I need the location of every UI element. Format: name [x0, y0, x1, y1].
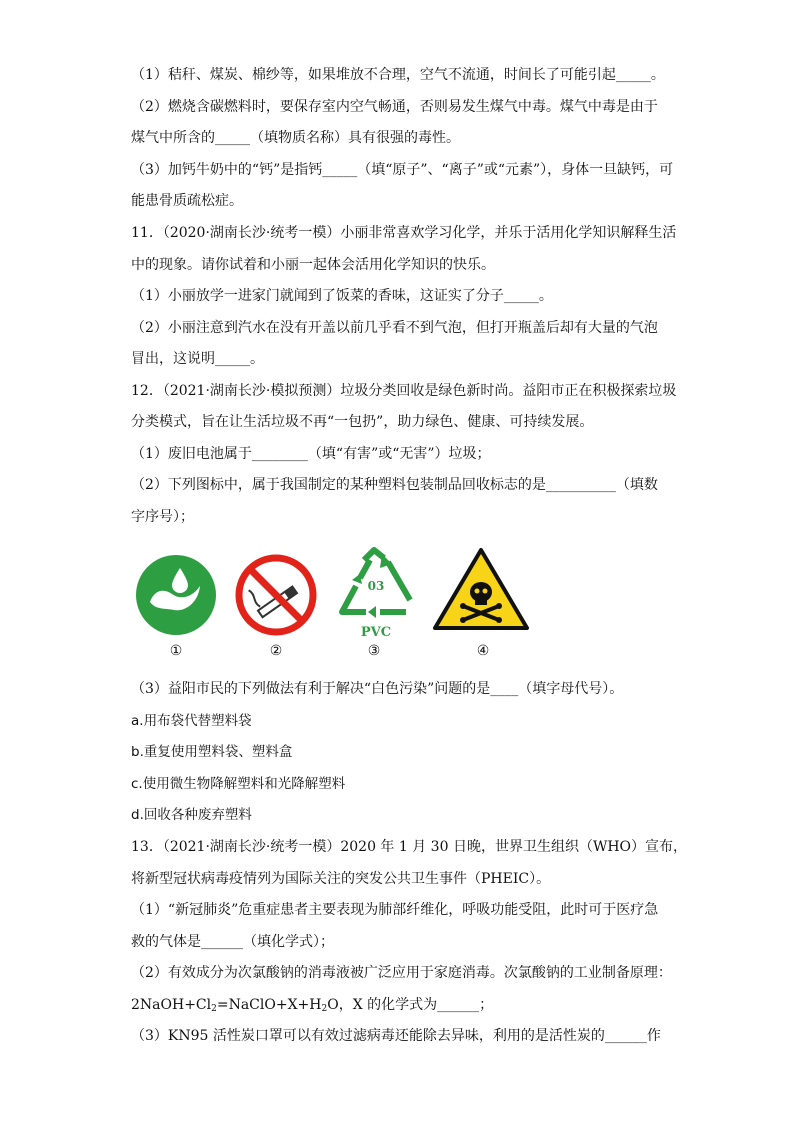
equation-subscript: 2 [321, 1004, 328, 1014]
text-line: （1）“新冠肺炎”危重症患者主要表现为肺部纤维化，呼吸功能受阻，此时可于医疗急 [131, 902, 659, 918]
question-12-title: 12．（2021·湖南长沙·模拟预测）垃圾分类回收是绿色新时尚。益阳市正在积极探索垃圾 [131, 383, 677, 399]
recycle-material: PVC [360, 625, 392, 640]
text-line: 能患骨质疏松症。 [131, 193, 243, 209]
icon-number: ① [169, 643, 183, 659]
question-13-title: 13．（2021·湖南长沙·统考一模）2020 年 1 月 30 日晚，世界卫生组织（WHO）宣布， [131, 839, 688, 855]
text-line: （1）小丽放学一进家门就闻到了饭菜的香味，这证实了分子_____。 [131, 288, 553, 304]
text-line: 字序号）； [131, 509, 194, 525]
icon-number: ③ [367, 643, 381, 659]
equation-subscript: 2 [211, 1004, 217, 1014]
option-b: b.重复使用塑料袋、塑料盒 [131, 744, 293, 760]
text-line: 将新型冠状病毒疫情列为国际关注的突发公共卫生事件（PHEIC）。 [131, 871, 551, 887]
text-line: （2）有效成分为次氯酸钠的消毒液被广泛应用于家庭消毒。次氯酸钠的工业制备原理： [131, 965, 672, 981]
icon-number: ② [269, 643, 283, 659]
icon-item [433, 540, 533, 670]
option-d: d.回收各种废弃塑料 [131, 807, 252, 823]
text-line: （2）小丽注意到汽水在没有开盖以前几乎看不到气泡，但打开瓶盖后却有大量的气泡 [131, 320, 658, 336]
text-line: （1）秸秆、煤炭、棉纱等，如果堆放不合理，空气不流通，时间长了可能引起_____。 [131, 67, 665, 83]
icon-item [128, 540, 228, 670]
text-line: 中的现象。请你试着和小丽一起体会活用化学知识的快乐。 [131, 257, 495, 273]
no-smoking-icon [228, 540, 328, 640]
equation-part: =NaClO+X+H [216, 997, 322, 1013]
option-a: a.用布袋代替塑料袋 [131, 713, 252, 729]
toxic-warning-icon [433, 540, 533, 640]
option-c: c.使用微生物降解塑料和光降解塑料 [131, 776, 346, 792]
recycle-code: 03 [367, 579, 385, 593]
text-line: （1）废旧电池属于________（填“有害”或“无害”）垃圾； [131, 446, 491, 462]
text-line: （3）益阳市民的下列做法有利于解决“白色污染”问题的是____（填字母代号）。 [131, 681, 624, 697]
text-line: 煤气中所含的_____（填物质名称）具有很强的毒性。 [131, 130, 460, 146]
equation-part: 2NaOH+Cl [131, 997, 212, 1013]
chemical-equation [131, 996, 671, 1014]
text-line: （3）KN95 活性炭口罩可以有效过滤病毒还能除去异味，利用的是活性炭的______作 [131, 1028, 661, 1044]
icons-row [128, 540, 548, 670]
question-11-title: 11．（2020·湖南长沙·统考一模）小丽非常喜欢学习化学，并乐于活用化学知识解释生活 [131, 225, 677, 241]
text-line: （3）加钙牛奶中的“钙”是指钙_____（填“原子”、“离子”或“元素”），身体一旦缺钙，可 [131, 162, 674, 178]
icon-item [228, 540, 328, 670]
text-line: 冒出，这说明_____。 [131, 351, 264, 367]
text-line: 救的气体是______（填化学式）； [131, 934, 334, 950]
equation-part: O，X 的化学式为______； [327, 997, 494, 1013]
water-saving-icon [128, 540, 228, 640]
icon-number: ④ [476, 643, 490, 659]
icon-item [328, 540, 428, 670]
text-line: （2）燃烧含碳燃料时，要保存室内空气畅通，否则易发生煤气中毒。煤气中毒是由于 [131, 99, 658, 115]
text-line: 分类模式，旨在让生活垃圾不再“一包扔”，助力绿色、健康、可持续发展。 [131, 414, 594, 430]
text-line: （2）下列图标中，属于我国制定的某种塑料包装制品回收标志的是__________（填数 [131, 477, 658, 493]
recycle-pvc-icon [328, 540, 428, 640]
